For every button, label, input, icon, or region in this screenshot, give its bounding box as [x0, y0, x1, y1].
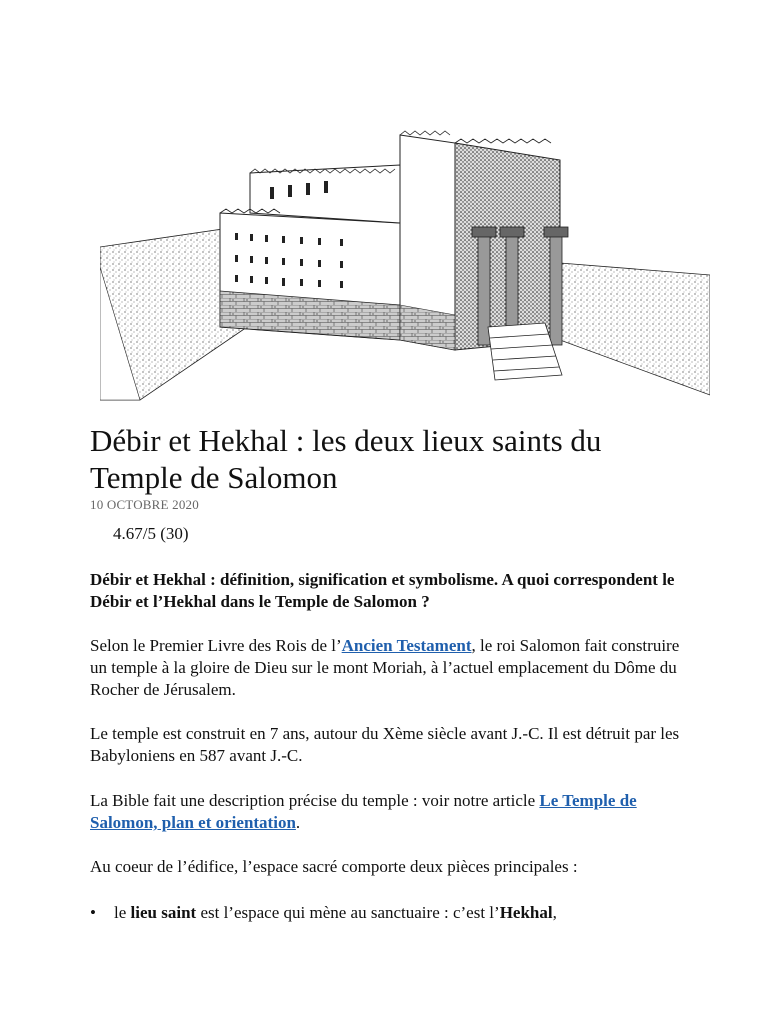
paragraph-context [90, 635, 700, 701]
ancien-testament-link[interactable]: Ancien Testament [341, 636, 472, 655]
paragraph-text: , le roi Salomon fait construire un temple à la gloire de Dieu sur le mont Moriah, à l’actuel emplacement du Dôme du Rocher de Jérusalem. [90, 636, 680, 699]
article-title: Débir et Hekhal : les deux lieux saints du Temple de Salomon [90, 423, 602, 495]
text-run: le [114, 903, 131, 922]
paragraph-rooms-intro: Au coeur de l’édifice, l’espace sacré comporte deux pièces principales : [90, 857, 578, 876]
temple-plan-article-link[interactable]: Le Temple de Salomon, plan et orientation [90, 791, 637, 832]
publish-date: 10 OCTOBRE 2020 [90, 497, 199, 512]
bullet-icon: • [90, 903, 96, 922]
bold-term: lieu saint [130, 903, 197, 922]
paragraph-text: . [295, 813, 301, 832]
rating-score: 4.67/5 (30) [113, 524, 189, 543]
text-run: est l’espace qui mène au sanctuaire : c’est l’ [196, 903, 500, 922]
paragraph-construction: Le temple est construit en 7 ans, autour du Xème siècle avant J.-C. Il est détruit par les Babyloniens en 587 avant J.-C. [90, 724, 680, 765]
lead-paragraph: Débir et Hekhal : définition, signification et symbolisme. A quoi correspondent le Débir et l’Hekhal dans le Temple de Salomon ? [90, 570, 675, 611]
bold-term: Hekhal [499, 903, 553, 922]
text-run: , [552, 903, 557, 922]
temple-illustration [100, 95, 710, 405]
paragraph-text: La Bible fait une description précise du temple : voir notre article [90, 791, 540, 810]
paragraph-text: Selon le Premier Livre des Rois de l’ [90, 636, 342, 655]
list-item-text [114, 902, 557, 924]
paragraph-bible [90, 790, 700, 834]
